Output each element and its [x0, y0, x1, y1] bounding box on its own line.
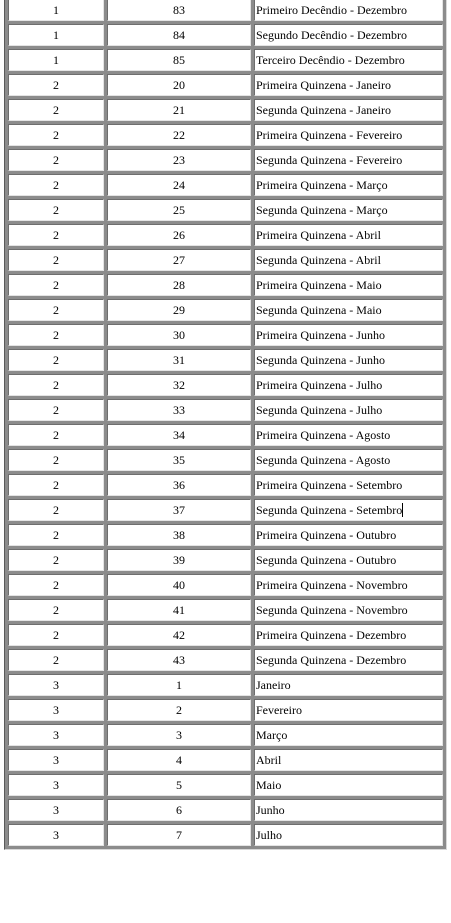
table-row: [8, 724, 443, 746]
cell-group-text: 2: [53, 427, 59, 442]
cell-period-text: Segunda Quinzena - Janeiro: [256, 102, 391, 117]
cell-period-text: Primeira Quinzena - Agosto: [256, 427, 391, 442]
cell-code-text: 36: [173, 477, 185, 492]
cell-period-text: Março: [256, 727, 288, 742]
cell-period[interactable]: [254, 499, 443, 521]
cell-period-text: Segunda Quinzena - Maio: [256, 302, 382, 317]
cell-group[interactable]: [8, 274, 104, 296]
table-row: [8, 449, 443, 471]
cell-group-text: 2: [53, 352, 59, 367]
cell-period-text: Segunda Quinzena - Outubro: [256, 552, 397, 567]
cell-code-text: 2: [176, 702, 182, 717]
cell-group[interactable]: [8, 424, 104, 446]
table-row: [8, 249, 443, 271]
cell-period-text: Primeira Quinzena - Junho: [256, 327, 385, 342]
cell-period[interactable]: [254, 799, 443, 821]
cell-group[interactable]: [8, 24, 104, 46]
cell-group[interactable]: [8, 774, 104, 796]
cell-group-text: 1: [53, 27, 59, 42]
cell-period-text: Primeira Quinzena - Outubro: [256, 527, 397, 542]
cell-code[interactable]: [107, 574, 251, 596]
cell-group-text: 2: [53, 152, 59, 167]
cell-code[interactable]: [107, 349, 251, 371]
cell-code-text: 34: [173, 427, 185, 442]
cell-group[interactable]: [8, 174, 104, 196]
cell-period[interactable]: [254, 824, 443, 846]
cell-period[interactable]: [254, 549, 443, 571]
table-row: [8, 99, 443, 121]
cell-group-text: 3: [53, 727, 59, 742]
cell-code[interactable]: [107, 674, 251, 696]
cell-group[interactable]: [8, 649, 104, 671]
cell-group[interactable]: [8, 449, 104, 471]
cell-code-text: 27: [173, 252, 185, 267]
cell-code-text: 4: [176, 752, 182, 767]
cell-period-text: Primeira Quinzena - Abril: [256, 227, 381, 242]
cell-code[interactable]: [107, 174, 251, 196]
cell-code-text: 7: [176, 827, 182, 842]
table-row: [8, 299, 443, 321]
table-row: [8, 349, 443, 371]
cell-period[interactable]: [254, 24, 443, 46]
cell-group-text: 2: [53, 502, 59, 517]
cell-period[interactable]: [254, 274, 443, 296]
table-row: [8, 674, 443, 696]
table-row: [8, 499, 443, 521]
cell-period[interactable]: [254, 99, 443, 121]
cell-group[interactable]: [8, 524, 104, 546]
cell-period-text: Fevereiro: [256, 702, 302, 717]
cell-period-text: Terceiro Decêndio - Dezembro: [256, 52, 405, 67]
cell-code[interactable]: [107, 749, 251, 771]
cell-code[interactable]: [107, 699, 251, 721]
cell-code[interactable]: [107, 199, 251, 221]
cell-group-text: 2: [53, 452, 59, 467]
cell-period[interactable]: [254, 49, 443, 71]
cell-period[interactable]: [254, 299, 443, 321]
cell-code-text: 1: [176, 677, 182, 692]
cell-period-text: Segundo Decêndio - Dezembro: [256, 27, 407, 42]
cell-group[interactable]: [8, 824, 104, 846]
cell-group[interactable]: [8, 99, 104, 121]
cell-period-text: Primeiro Decêndio - Dezembro: [256, 2, 407, 17]
cell-period-text: Primeira Quinzena - Novembro: [256, 577, 408, 592]
cell-period[interactable]: [254, 224, 443, 246]
cell-period[interactable]: [254, 724, 443, 746]
table-row: [8, 574, 443, 596]
cell-code-text: 22: [173, 127, 185, 142]
cell-period-text: Segunda Quinzena - Agosto: [256, 452, 391, 467]
cell-group-text: 2: [53, 102, 59, 117]
cell-code-text: 32: [173, 377, 185, 392]
cell-code[interactable]: [107, 499, 251, 521]
cell-code-text: 28: [173, 277, 185, 292]
cell-code[interactable]: [107, 524, 251, 546]
cell-period[interactable]: [254, 349, 443, 371]
cell-code[interactable]: [107, 774, 251, 796]
cell-period[interactable]: [254, 124, 443, 146]
cell-code[interactable]: [107, 24, 251, 46]
table-row: [8, 274, 443, 296]
table-row: [8, 74, 443, 96]
cell-period[interactable]: [254, 424, 443, 446]
table-row: [8, 424, 443, 446]
cell-period[interactable]: [254, 0, 443, 21]
cell-group-text: 3: [53, 677, 59, 692]
cell-group-text: 2: [53, 177, 59, 192]
cell-code[interactable]: [107, 324, 251, 346]
cell-group-text: 3: [53, 777, 59, 792]
cell-group-text: 3: [53, 752, 59, 767]
cell-group-text: 2: [53, 202, 59, 217]
cell-code-text: 35: [173, 452, 185, 467]
cell-code[interactable]: [107, 399, 251, 421]
cell-code-text: 3: [176, 727, 182, 742]
cell-period[interactable]: [254, 374, 443, 396]
table-row: [8, 524, 443, 546]
cell-code-text: 43: [173, 652, 185, 667]
cell-group[interactable]: [8, 0, 104, 21]
cell-period[interactable]: [254, 149, 443, 171]
cell-group[interactable]: [8, 674, 104, 696]
cell-period-text: Segunda Quinzena - Abril: [256, 252, 381, 267]
table-row: [8, 324, 443, 346]
table-row: [8, 149, 443, 171]
cell-group-text: 2: [53, 252, 59, 267]
cell-period-text: Segunda Quinzena - Setembro: [256, 502, 403, 517]
cell-group[interactable]: [8, 324, 104, 346]
cell-code[interactable]: [107, 424, 251, 446]
cell-code-text: 41: [173, 602, 185, 617]
cell-code[interactable]: [107, 224, 251, 246]
cell-code[interactable]: [107, 474, 251, 496]
cell-group[interactable]: [8, 749, 104, 771]
cell-code[interactable]: [107, 0, 251, 21]
cell-code-text: 5: [176, 777, 182, 792]
table-row: [8, 24, 443, 46]
cell-group-text: 3: [53, 802, 59, 817]
cell-group[interactable]: [8, 724, 104, 746]
cell-code-text: 37: [173, 502, 185, 517]
table-row: [8, 749, 443, 771]
cell-period[interactable]: [254, 249, 443, 271]
cell-code-text: 84: [173, 27, 185, 42]
cell-period-text: Segunda Quinzena - Junho: [256, 352, 385, 367]
cell-code-text: 83: [173, 2, 185, 17]
cell-code-text: 20: [173, 77, 185, 92]
cell-period[interactable]: [254, 624, 443, 646]
cell-group[interactable]: [8, 799, 104, 821]
table-row: [8, 124, 443, 146]
cell-period-text: Segunda Quinzena - Março: [256, 202, 388, 217]
cell-code-text: 6: [176, 802, 182, 817]
cell-period-text: Primeira Quinzena - Maio: [256, 277, 382, 292]
cell-period[interactable]: [254, 599, 443, 621]
cell-group-text: 2: [53, 77, 59, 92]
table-body: [8, 0, 443, 846]
cell-group[interactable]: [8, 624, 104, 646]
cell-group[interactable]: [8, 199, 104, 221]
cell-period-text: Janeiro: [256, 677, 291, 692]
cell-code[interactable]: [107, 249, 251, 271]
cell-code[interactable]: [107, 599, 251, 621]
cell-group[interactable]: [8, 74, 104, 96]
cell-code-text: 23: [173, 152, 185, 167]
cell-group-text: 2: [53, 577, 59, 592]
cell-code-text: 42: [173, 627, 185, 642]
cell-period[interactable]: [254, 524, 443, 546]
cell-period[interactable]: [254, 774, 443, 796]
table-row: [8, 649, 443, 671]
cell-group-text: 2: [53, 527, 59, 542]
cell-code[interactable]: [107, 724, 251, 746]
cell-code-text: 31: [173, 352, 185, 367]
cell-period-text: Primeira Quinzena - Fevereiro: [256, 127, 403, 142]
cell-code[interactable]: [107, 124, 251, 146]
cell-group[interactable]: [8, 549, 104, 571]
cell-code-text: 40: [173, 577, 185, 592]
table-row: [8, 0, 443, 21]
cell-period[interactable]: [254, 174, 443, 196]
cell-group-text: 1: [53, 2, 59, 17]
cell-code[interactable]: [107, 149, 251, 171]
cell-code-text: 26: [173, 227, 185, 242]
cell-period[interactable]: [254, 699, 443, 721]
cell-code-text: 39: [173, 552, 185, 567]
cell-period-text: Segunda Quinzena - Dezembro: [256, 652, 407, 667]
cell-group[interactable]: [8, 249, 104, 271]
cell-group-text: 2: [53, 477, 59, 492]
cell-code[interactable]: [107, 624, 251, 646]
cell-code[interactable]: [107, 49, 251, 71]
cell-group[interactable]: [8, 224, 104, 246]
cell-group[interactable]: [8, 349, 104, 371]
cell-period[interactable]: [254, 674, 443, 696]
table-row: [8, 824, 443, 846]
table-row: [8, 374, 443, 396]
table-row: [8, 699, 443, 721]
cell-code-text: 33: [173, 402, 185, 417]
cell-code[interactable]: [107, 74, 251, 96]
table-row: [8, 224, 443, 246]
cell-code-text: 24: [173, 177, 185, 192]
cell-group[interactable]: [8, 474, 104, 496]
cell-code[interactable]: [107, 799, 251, 821]
cell-group[interactable]: [8, 399, 104, 421]
cell-code[interactable]: [107, 649, 251, 671]
cell-period-text: Primeira Quinzena - Março: [256, 177, 388, 192]
cell-code[interactable]: [107, 99, 251, 121]
cell-period-text: Segunda Quinzena - Fevereiro: [256, 152, 403, 167]
cell-code[interactable]: [107, 274, 251, 296]
cell-period[interactable]: [254, 574, 443, 596]
table-row: [8, 474, 443, 496]
cell-code[interactable]: [107, 299, 251, 321]
cell-period-text: Julho: [256, 827, 283, 842]
cell-group-text: 2: [53, 627, 59, 642]
cell-group-text: 2: [53, 402, 59, 417]
cell-period[interactable]: [254, 324, 443, 346]
cell-group[interactable]: [8, 699, 104, 721]
text-cursor: [402, 503, 403, 517]
cell-group-text: 2: [53, 302, 59, 317]
cell-group[interactable]: [8, 499, 104, 521]
table-row: [8, 549, 443, 571]
table-row: [8, 774, 443, 796]
cell-period[interactable]: [254, 449, 443, 471]
cell-code-text: 29: [173, 302, 185, 317]
cell-period[interactable]: [254, 399, 443, 421]
cell-group[interactable]: [8, 124, 104, 146]
cell-period-text: Segunda Quinzena - Novembro: [256, 602, 408, 617]
cell-group[interactable]: [8, 149, 104, 171]
cell-period[interactable]: [254, 649, 443, 671]
cell-period[interactable]: [254, 199, 443, 221]
table-row: [8, 174, 443, 196]
cell-group-text: 1: [53, 52, 59, 67]
table-row: [8, 624, 443, 646]
cell-code-text: 85: [173, 52, 185, 67]
cell-group[interactable]: [8, 49, 104, 71]
cell-group-text: 2: [53, 602, 59, 617]
cell-period-text: Segunda Quinzena - Julho: [256, 402, 383, 417]
cell-group-text: 2: [53, 277, 59, 292]
cell-group[interactable]: [8, 574, 104, 596]
cell-group-text: 2: [53, 227, 59, 242]
cell-group-text: 2: [53, 552, 59, 567]
cell-group-text: 2: [53, 127, 59, 142]
cell-group[interactable]: [8, 599, 104, 621]
table-row: [8, 199, 443, 221]
cell-period-text: Maio: [256, 777, 282, 792]
cell-group-text: 3: [53, 702, 59, 717]
cell-code-text: 21: [173, 102, 185, 117]
table-row: [8, 599, 443, 621]
cell-code-text: 38: [173, 527, 185, 542]
cell-code[interactable]: [107, 449, 251, 471]
data-table: [4, 0, 447, 850]
cell-period-text: Primeira Quinzena - Dezembro: [256, 627, 407, 642]
table-row: [8, 49, 443, 71]
cell-period[interactable]: [254, 74, 443, 96]
table-row: [8, 399, 443, 421]
cell-group-text: 3: [53, 827, 59, 842]
cell-group[interactable]: [8, 299, 104, 321]
cell-group-text: 2: [53, 327, 59, 342]
cell-period[interactable]: [254, 474, 443, 496]
cell-period-text: Primeira Quinzena - Julho: [256, 377, 383, 392]
cell-period-text: Primeira Quinzena - Setembro: [256, 477, 403, 492]
cell-code-text: 30: [173, 327, 185, 342]
cell-code[interactable]: [107, 549, 251, 571]
cell-period[interactable]: [254, 749, 443, 771]
cell-group-text: 2: [53, 652, 59, 667]
table-row: [8, 799, 443, 821]
cell-code[interactable]: [107, 374, 251, 396]
cell-period-text: Junho: [256, 802, 285, 817]
cell-code-text: 25: [173, 202, 185, 217]
cell-code[interactable]: [107, 824, 251, 846]
cell-period-text: Primeira Quinzena - Janeiro: [256, 77, 391, 92]
cell-group-text: 2: [53, 377, 59, 392]
cell-period-text: Abril: [256, 752, 282, 767]
cell-group[interactable]: [8, 374, 104, 396]
